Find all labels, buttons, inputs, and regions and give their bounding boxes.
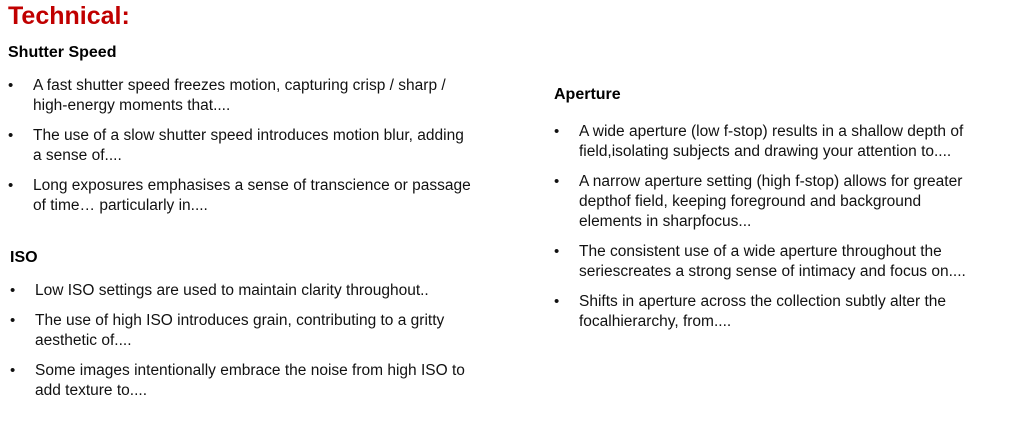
list-item: [554, 172, 994, 232]
list-item-line: The consistent use of a wide aperture throughout the: [579, 243, 942, 260]
iso-heading: ISO: [10, 249, 38, 266]
list-item-line: of time… particularly in....: [33, 197, 208, 214]
list-item-line: Some images intentionally embrace the noise from high ISO to: [35, 362, 465, 379]
list-item-line: A wide aperture (low f-stop) results in a shallow depth of: [579, 123, 964, 140]
list-item-line: aesthetic of....: [35, 332, 132, 349]
list-item: [10, 361, 510, 401]
list-item: [554, 242, 994, 282]
list-item-line: seriescreates a strong sense of intimacy and focus on....: [579, 263, 966, 280]
list-item-line: depthof field, keeping foreground and background: [579, 193, 922, 210]
iso-section: [10, 249, 510, 411]
aperture-heading: Aperture: [554, 86, 621, 103]
bullet-icon: •: [8, 127, 14, 144]
shutter-speed-heading: Shutter Speed: [8, 44, 117, 61]
list-item: [10, 311, 510, 351]
list-item: [8, 176, 508, 216]
shutter-speed-list: [8, 76, 508, 216]
list-item-line: A narrow aperture setting (high f-stop) allows for greater: [579, 173, 963, 190]
list-item: [8, 76, 508, 116]
list-item: [10, 281, 510, 301]
list-item-line: add texture to....: [35, 382, 148, 399]
page-title: Technical:: [8, 2, 130, 30]
list-item-line: focalhierarchy, from....: [579, 313, 732, 330]
list-item-line: field,isolating subjects and drawing your attention to....: [579, 143, 952, 160]
list-item: [554, 122, 994, 162]
bullet-icon: •: [8, 177, 14, 194]
shutter-speed-section: [8, 44, 508, 226]
list-item-line: The use of high ISO introduces grain, contributing to a gritty: [35, 312, 445, 329]
iso-list: [10, 281, 510, 401]
bullet-icon: •: [554, 293, 560, 310]
list-item-line: Shifts in aperture across the collection subtly alter the: [579, 293, 947, 310]
aperture-list: [554, 122, 994, 332]
list-item-line: a sense of....: [33, 147, 122, 164]
bullet-icon: •: [8, 77, 14, 94]
bullet-icon: •: [10, 282, 16, 299]
bullet-icon: •: [10, 312, 16, 329]
bullet-icon: •: [554, 173, 560, 190]
list-item-line: Low ISO settings are used to maintain clarity throughout..: [35, 282, 429, 299]
bullet-icon: •: [554, 243, 560, 260]
bullet-icon: •: [554, 123, 560, 140]
bullet-icon: •: [10, 362, 16, 379]
list-item-line: Long exposures emphasises a sense of transcience or passage: [33, 177, 471, 194]
list-item-line: A fast shutter speed freezes motion, capturing crisp / sharp /: [33, 77, 446, 94]
aperture-section: [554, 86, 994, 342]
list-item: [8, 126, 508, 166]
list-item: [554, 292, 994, 332]
list-item-line: The use of a slow shutter speed introduces motion blur, adding: [33, 127, 464, 144]
list-item-line: elements in sharpfocus...: [579, 213, 752, 230]
list-item-line: high-energy moments that....: [33, 97, 231, 114]
